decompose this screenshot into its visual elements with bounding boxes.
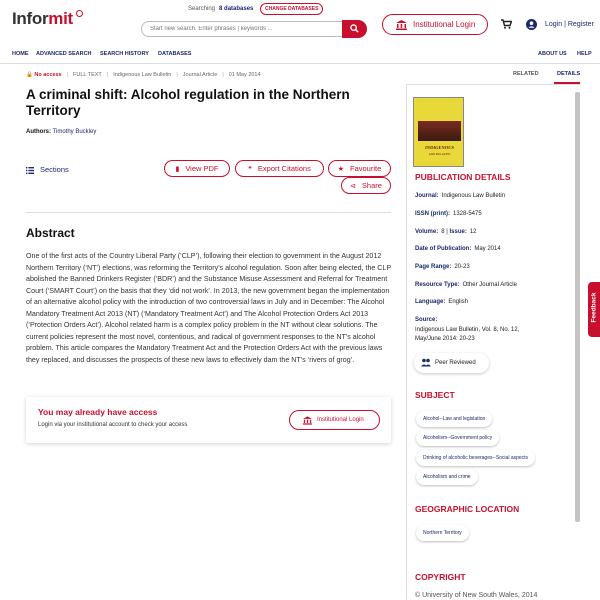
nav-search-history[interactable]: SEARCH HISTORY [100,51,149,57]
change-databases-button[interactable]: CHANGE DATABASES [260,3,323,15]
sections-label: Sections [40,165,69,174]
login-register-link[interactable]: Login | Register [545,21,594,28]
page-range-value: 20-23 [454,264,470,270]
list-icon [26,167,34,174]
divider [26,212,391,213]
star-icon: ★ [337,166,344,173]
searching-label: Searching [188,6,216,12]
institutional-login-label: Institutional Login [413,20,476,29]
journal-cover-image [413,97,464,167]
field-journal [415,193,505,199]
page-title: A criminal shift: Alcohol regulation in the Northern Territory [26,87,350,118]
authors [26,129,96,135]
journal-value: Indigenous Law Bulletin [441,193,506,199]
access-text: Login via your institutional account to check your access [38,422,188,428]
date-label: Date of Publication: [415,246,472,252]
view-pdf-button[interactable] [164,160,230,177]
subject-chip[interactable]: Alcoholism--Government policy [416,430,499,446]
source-line-2: May/June 2014: 20-23 [415,336,475,342]
subject-heading: SUBJECT [415,390,455,400]
export-citations-button[interactable] [235,160,324,177]
cover-photo [418,121,461,141]
informit-logo[interactable] [12,9,73,29]
field-resource-type [415,282,517,288]
nav-databases[interactable]: DATABASES [158,51,192,57]
search-input[interactable] [141,21,342,37]
field-language [415,299,468,305]
document-icon: ▮ [175,166,180,173]
field-source [415,316,519,345]
abstract-text: One of the first acts of the Country Liberal Party (‘CLP’), following their election to government in the August 2012 Northern Territory (‘NT’) elections, was reforming the Territory’s alcohol regulation. Soon after being elected, the CLP abolished the Banned Drinkers Register (‘BDR’) and the Substance Misuse Assessment and Referral for Treatment Court (‘SMART Court’) on the basis that they ‘did not work’. In 2013, the new government began the implementation of an alternative alcohol policy with the introduction of two controversial laws in July and in December: The Alcohol Mandatory Treatment Act 2013 (NT) (‘Mandatory Treatment Act’) and The Alcohol Protection Orders Act 2013 (‘Protection Orders Act’). Alcohol related harm is a complex policy problem in the NT without clear solutions. The current policies represent the most novel, contentious, and radical of government responses to the NT’s alcohol problem. This article compares the Mandatory Treatment Act and the Protection Orders Act with the previous laws they replaced, and discusses the prospects of these new laws to effectively dam the NT’s ‘rivers of grog’. [26,252,391,364]
people-icon [421,358,431,367]
volume-value: 8 [441,229,445,235]
export-citations-label: Export Citations [257,164,311,173]
copyright-heading: COPYRIGHT [415,572,466,582]
tab-details[interactable]: DETAILS [557,71,581,77]
source-line-1: Indigenous Law Bulletin, Vol. 8, No. 12, [415,326,520,333]
geographic-location-chip[interactable]: Northern Territory [416,525,469,541]
favourite-button[interactable] [328,160,391,177]
favourite-label: Favourite [350,164,382,173]
access-institutional-login-button[interactable] [289,410,380,430]
access-card [26,397,391,443]
journal-label: Journal: [415,193,439,199]
quote-icon: ❝ [248,166,252,173]
date-value: May 2014 [474,246,501,252]
issue-value: 12 [469,229,477,235]
institution-icon [303,416,312,425]
share-label: Share [361,181,382,190]
language-label: Language: [415,299,446,305]
cart-icon[interactable] [501,19,512,29]
logo-mark-icon [76,10,83,17]
article-meta: 🔒 No access | FULL TEXT | Indigenous Law Bulletin | Journal Article | 01 May 2014 [26,72,261,78]
article-type: Journal Article [182,72,218,78]
details-scrollbar[interactable] [575,92,580,522]
institutional-login-button[interactable] [382,14,488,35]
geographic-location-heading: GEOGRAPHIC LOCATION [415,504,520,514]
view-pdf-label: View PDF [185,164,219,173]
tab-related[interactable]: RELATED [513,71,539,77]
tab-divider [406,84,580,85]
publication-link[interactable]: Indigenous Law Bulletin [113,72,172,78]
nav-home[interactable]: HOME [12,51,29,57]
subject-chip[interactable]: Drinking of alcoholic beverages--Social aspects [416,450,535,466]
user-icon[interactable] [526,19,537,30]
issn-label: ISSN (print): [415,211,450,217]
author-link[interactable]: Timothy Buckley [52,129,97,135]
peer-reviewed-label: Peer Reviewed [435,360,476,366]
issue-label: Issue: [449,229,467,235]
access-heading: You may already have access [38,407,158,417]
access-button-label: Institutional Login [317,417,364,423]
feedback-tab[interactable] [588,282,600,337]
copyright-text: © University of New South Wales, 2014 [415,592,538,599]
page-range-label: Page Range: [415,264,452,270]
source-label: Source: [415,317,438,323]
abstract-heading: Abstract [26,226,75,240]
sections-toggle[interactable] [26,165,69,174]
main-nav [0,46,600,64]
volume-label: Volume: [415,229,439,235]
language-value: English [448,299,469,305]
issn-value: 1328-5475 [453,211,482,217]
resource-type-label: Resource Type: [415,282,460,288]
cover-title: INDIGENOUS [424,145,455,150]
peer-reviewed-badge [414,353,489,373]
article-date: 01 May 2014 [228,72,261,78]
database-count[interactable]: 8 databases [219,6,254,12]
search-button[interactable] [342,20,367,38]
authors-label: Authors: [26,129,51,135]
full-text-label: FULL TEXT [73,72,102,78]
field-date [415,246,501,252]
cover-subtitle: LAW BULLETIN [428,152,451,156]
subject-chip[interactable]: Alcohol--Law and legislation [416,411,492,427]
resource-type-value: Other Journal Article [462,282,517,288]
no-access-badge: 🔒 No access [26,72,62,78]
field-issn [415,211,482,217]
institution-icon [396,20,407,30]
nav-advanced-search[interactable]: ADVANCED SEARCH [36,51,92,57]
searching-indicator [188,6,253,12]
feedback-label: Feedback [590,292,598,323]
subject-chip[interactable]: Alcoholism and crime [416,469,478,485]
publication-details-heading: PUBLICATION DETAILS [415,172,511,182]
logo-text-a: Infor [12,9,49,28]
share-icon: ⊲ [350,183,356,190]
nav-help[interactable]: HELP [577,51,592,57]
no-access-label: No access [34,72,62,78]
share-button[interactable] [341,177,391,194]
search-icon [350,24,359,33]
nav-about-us[interactable]: ABOUT US [538,51,567,57]
field-page-range [415,264,470,270]
active-tab-indicator [554,82,580,84]
field-volume: Volume: 8 | Issue: 12 [415,229,477,235]
logo-text-b: mit [48,9,73,28]
